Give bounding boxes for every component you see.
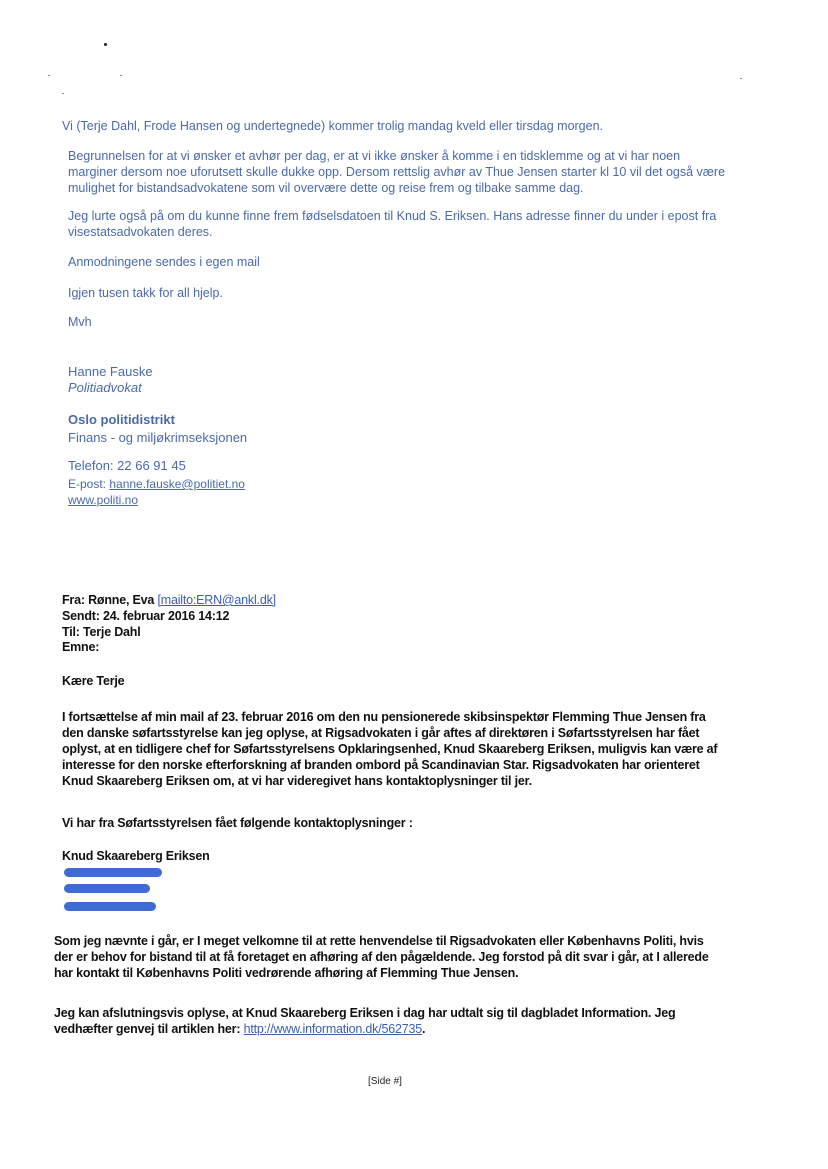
body-paragraph-3: Som jeg nævnte i går, er I meget velkomne til at rette henvendelse til Rigsadvokaten eller Københavns Politi, hvis der er behov for bistand til at få foretaget en afhøring af den pågældende. Jeg forstod på dit svar i går, at I allerede har kontakt til Københavns Politi vedrørende afhøring af Flemming Thue Jensen. <box>54 934 709 980</box>
from-value: Rønne, Eva <box>84 593 158 607</box>
signature-title: Politiadvokat <box>68 380 142 395</box>
body-paragraph-4 <box>54 1005 722 1037</box>
signature-email-line <box>68 476 245 492</box>
from-label: Fra: <box>62 593 85 607</box>
signature-unit: Finans - og miljøkrimseksjonen <box>68 430 248 445</box>
sent-value: 24. februar 2016 14:12 <box>99 609 230 623</box>
scan-speck <box>48 75 50 76</box>
header-from <box>62 592 276 608</box>
redacted-contact-line <box>64 902 156 911</box>
forward-paragraph-2: Begrunnelsen for at vi ønsker et avhør per dag, er at vi ikke ønsker å komme i en tidsklemme og at vi har noen marginer dersom noe uforutsett skulle dukke opp. Dersom rettslig avhør av Thue Jensen starter kl 10 vil det også være mulighet for bistandsadvokatene som vil overvære dette og reise frem og tilbake samme dag. <box>68 149 726 195</box>
article-link[interactable]: http://www.information.dk/562735 <box>243 1022 423 1036</box>
contact-name: Knud Skaareberg Eriksen <box>62 849 210 863</box>
scan-speck <box>104 43 107 46</box>
from-mailto-link[interactable]: [mailto:ERN@ankl.dk] <box>157 593 276 607</box>
signature-email-label: E-post: <box>68 477 110 491</box>
forward-paragraph-3: Jeg lurte også på om du kunne finne frem fødselsdatoen til Knud S. Eriksen. Hans adresse finner du under i epost fra visestatsadvokaten deres. <box>68 209 717 239</box>
scan-speck <box>62 93 64 94</box>
signature-web-link[interactable]: www.politi.no <box>68 493 139 507</box>
to-value: Terje Dahl <box>79 625 141 639</box>
signature-org: Oslo politidistrikt <box>68 412 175 427</box>
redacted-contact-line <box>64 884 150 893</box>
forward-paragraph-6: Mvh <box>68 315 92 329</box>
header-sent <box>62 608 229 624</box>
greeting: Kære Terje <box>62 674 125 688</box>
signature-phone: Telefon: 22 66 91 45 <box>68 458 186 473</box>
scan-speck <box>740 78 742 79</box>
scan-speck <box>120 75 122 76</box>
body-paragraph-4-text: Jeg kan afslutningsvis oplyse, at Knud Skaareberg Eriksen i dag har udtalt sig til dagbladet Information. Jeg vedhæfter genvej til artiklen her: <box>54 1006 676 1036</box>
header-subject <box>62 639 99 655</box>
body-paragraph-1: I fortsættelse af min mail af 23. februar 2016 om den nu pensionerede skibsinspektør Flemming Thue Jensen fra den danske søfartsstyrelse kan jeg oplyse, at Rigsadvokaten i går aftes af direktøren i Søfartsstyrelsen har fået oplyst, at en tidligere chef for Søfartsstyrelsens Opklaringsenhed, Knud Skaareberg Eriksen, muligvis kan være af interesse for den norske efterforskning af branden ombord på Scandinavian Star. Rigsadvokaten har orienteret Knud Skaareberg Eriksen om, at vi har videregivet hans kontaktoplysninger til jer. <box>62 710 718 788</box>
to-label: Til: <box>62 625 80 639</box>
forward-paragraph-5: Igjen tusen takk for all hjelp. <box>68 286 223 300</box>
sent-label: Sendt: <box>62 609 100 623</box>
header-to <box>62 624 141 640</box>
redacted-contact-line <box>64 868 162 877</box>
subject-label: Emne: <box>62 640 100 654</box>
forward-paragraph-1: Vi (Terje Dahl, Frode Hansen og undertegnede) kommer trolig mandag kveld eller tirsdag morgen. <box>62 119 604 133</box>
body-paragraph-4-end: . <box>422 1022 426 1036</box>
body-paragraph-2: Vi har fra Søfartsstyrelsen fået følgende kontaktoplysninger : <box>62 816 413 830</box>
forward-paragraph-4: Anmodningene sendes i egen mail <box>68 255 260 269</box>
signature-email-link[interactable]: hanne.fauske@politiet.no <box>109 477 245 491</box>
page-number: [Side #] <box>368 1076 402 1087</box>
signature-name: Hanne Fauske <box>68 364 153 379</box>
